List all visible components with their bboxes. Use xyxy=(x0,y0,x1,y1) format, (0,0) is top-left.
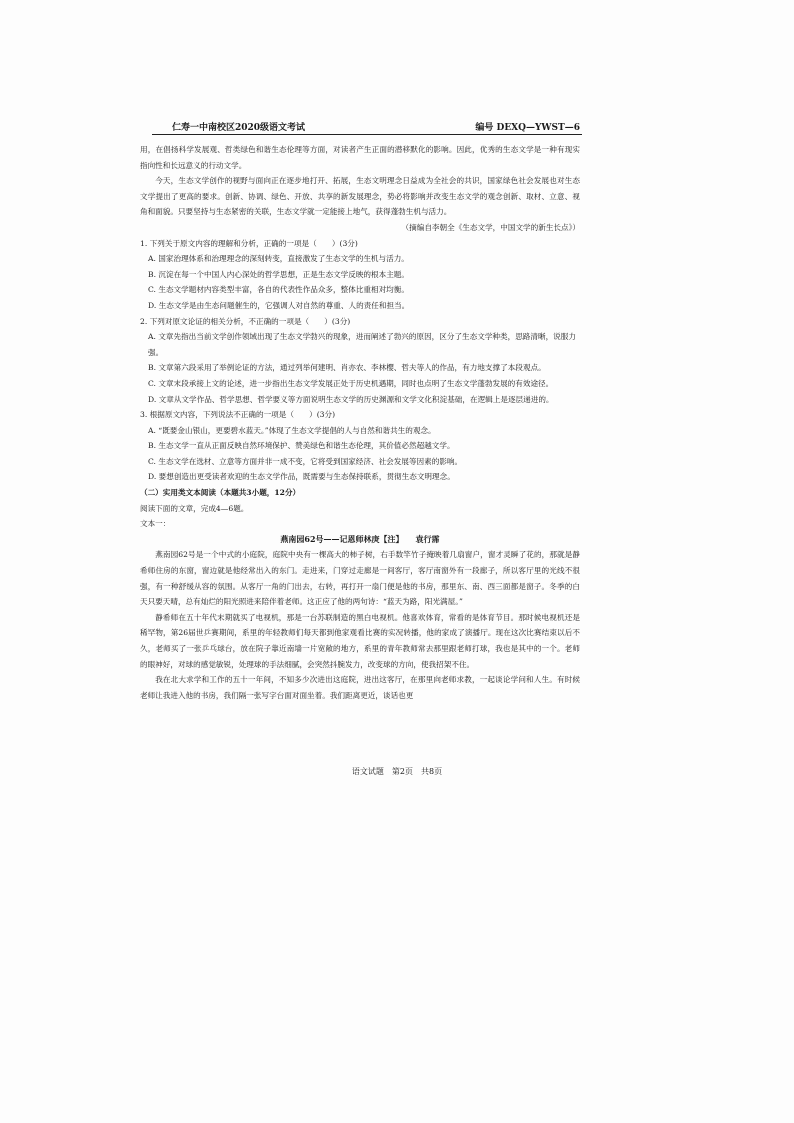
question-option: C. 文章末段承接上文的论述，进一步指出生态文学发展正处于历史机遇期，同时也点明了生态文学蓬勃发展的有效途径。 xyxy=(148,378,554,388)
question-stem: 2. 下列对原文论证的相关分析，不正确的一项是（ ）(3分) xyxy=(140,316,351,326)
page-header xyxy=(152,118,582,135)
article-title: 燕南园62号——记恩师林庚【注】 袁行霈 xyxy=(280,533,440,544)
question-option: A. 国家治理体系和治理理念的深刻转变，直接激发了生态文学的生机与活力。 xyxy=(148,254,409,264)
article-paragraph: 燕南园62号是一个中式的小庭院，庭院中央有一棵高大的柿子树，右手数竿竹子掩映着几扇窗户，窗才灵瞬了花的，那就是静希师住房的东窗，窗边就是他经常出入的东门。走进来，门穿过走廊是一间客厅，客厅南窗外有一段廊子，所以客厅里的光线不很强，有一种舒缓从容的氛围。从客厅一角的门出去，右转，再打开一扇门便是他的书房，那里东、南、西三面都是窗子。冬季的白天只要天晴，总有灿烂的阳光照进来陪伴着老师。这正应了他的两句诗：“蓝天为路，阳光满屋。” xyxy=(140,550,580,607)
text-label: 文本一： xyxy=(140,519,171,529)
question-option: D. 生态文学是由生态问题催生的，它强调人对自然的尊重、人的责任和担当。 xyxy=(148,300,410,310)
question-stem: 3. 根据原文内容，下列说法不正确的一项是（ ）(3分) xyxy=(140,410,336,420)
question-option: D. 文章从文学作品、哲学思想、哲学要义等方面说明生态文学的历史渊源和文学文化积淀基础，在逻辑上是逐层递进的。 xyxy=(148,394,554,404)
passage-paragraph: 用，在倡扬科学发展观、哲类绿色和谐生态伦理等方面，对读者产生正面的潜移默化的影响。因此，优秀的生态文学是一种有现实指向性和长远意义的行动文学。 xyxy=(140,145,580,170)
article-paragraph: 我在北大求学和工作的五十一年间，不知多少次进出这庭院，进出这客厅，在那里向老师求教，一起谈论学问和人生。有时候老师让我进入他的书房，我们隔一张写字台面对面坐着。我们距离更近，谈话也更 xyxy=(140,675,580,700)
exam-name: 仁寿一中南校区2020级语文考试 xyxy=(172,123,306,133)
page-body xyxy=(140,142,580,703)
question-stem: 1. 下列关于原文内容的理解和分析，正确的一项是（ ）(3分) xyxy=(140,238,358,248)
passage-source: （摘编自李朝全《生态文学，中国文学的新生长点》） xyxy=(401,222,580,232)
passage-paragraph: 今天，生态文学创作的视野与面向正在逐步地打开、拓展，生态文明理念日益成为全社会的共识，国家绿色社会发展也对生态文学提出了更高的要求。创新、协调、绿色、开放、共享的新发展理念，势必将影响并改变生态文学的观念创新、取材、立意、视角和面貌。只要坚持与生态紧密的关联，生态文学就一定能接上地气，获得蓬勃生机与活力。 xyxy=(140,176,580,217)
question-option: C. 生态文学在选材、立意等方面并非一成不变，它将受到国家经济、社会发展等因素的影响。 xyxy=(148,456,463,466)
section-heading: （二）实用类文本阅读（本题共3小题，12分） xyxy=(140,488,301,498)
question-option: B. 沉淀在每一个中国人内心深处的哲学思想，正是生态文学反映的根本主题。 xyxy=(148,269,409,279)
exam-code: 编号 DEXQ—YWST—6 xyxy=(475,123,580,133)
question-option: B. 文章第六段采用了举例论证的方法，通过列举何建明、肖亦农、李林樱、哲夫等人的作品，有力地支撑了本段观点。 xyxy=(148,363,546,373)
page-footer: 语文试题 第2页 共8页 xyxy=(351,767,443,776)
question-option: A. 文章先指出当前文学创作领域出现了生态文学勃兴的现象，进而阐述了勃兴的原因，区分了生态文学种类，思路清晰，说服力强。 xyxy=(148,332,576,357)
question-option: B. 生态文学一直从正面反映自然环境保护、赞美绿色和谐生态伦理，其价值必然超越文学。 xyxy=(148,441,455,451)
article-paragraph: 静希师在五十年代末期就买了电视机，那是一台苏联制造的黑白电视机。他喜欢体育，常看的是体育节目。那时候电视机还是稀罕物，第26届世乒赛期间，系里的年轻教师们每天都到他家观看比赛的实况转播，他的家成了演播厅。现在这次比赛结束以后不久，老师买了一张乒乓球台，放在院子靠近南墙一片宽敞的地方，系里的青年教师常去那里跟老师打球，我也是其中的一个。老师的眼神好，对球的感觉敏锐，处理球的手法细腻，会突然抖腕发力，改变球的方向，使我招架不住。 xyxy=(140,612,580,669)
question-option: C. 生态文学题材内容类型丰富，各自的代表性作品众多，整体比重相对均衡。 xyxy=(148,285,409,295)
question-option: A. “既要金山银山，更要碧水蓝天。”体现了生态文学提倡的人与自然和谐共生的观念。 xyxy=(148,425,436,435)
section-instruction: 阅读下面的文章，完成4—6题。 xyxy=(140,503,249,513)
question-option: D. 要想创造出更受读者欢迎的生态文学作品，既需要与生态保持联系，贯彻生态文明理念。 xyxy=(148,472,455,482)
